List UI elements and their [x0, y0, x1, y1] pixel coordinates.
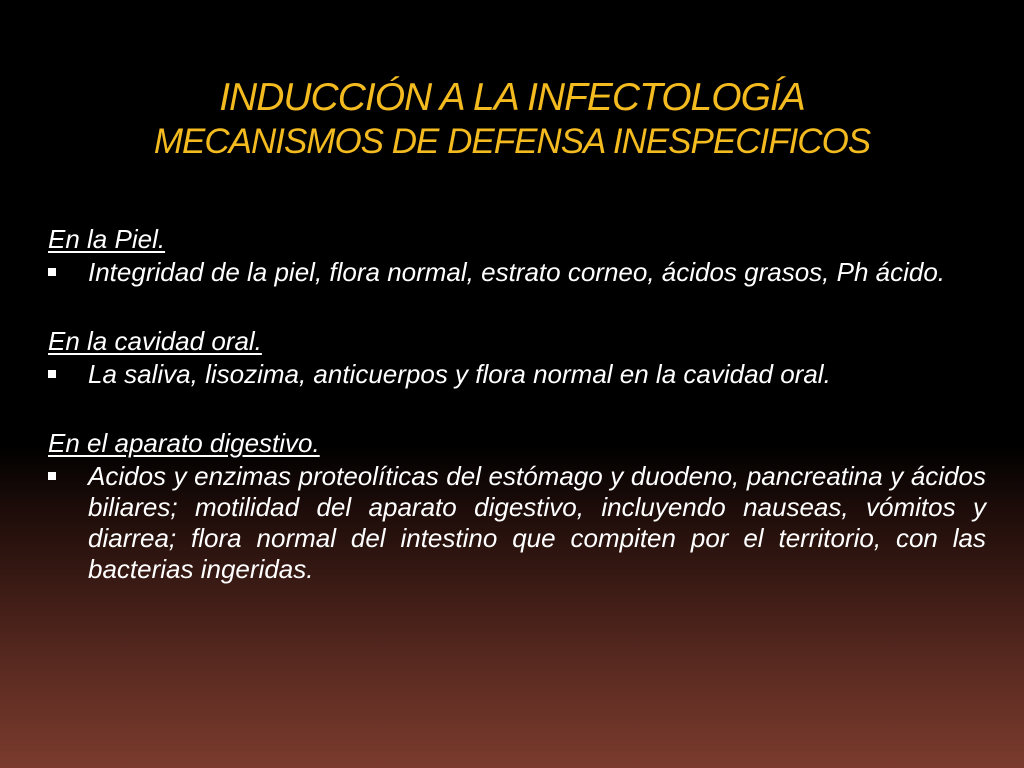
bullet-text: Acidos y enzimas proteolíticas del estómago y duodeno, pancreatina y ácidos biliares; motilidad del aparato digestivo, incluyendo nauseas, vómitos y diarrea; flora normal del intestino que compiten por el territorio, con las bacterias ingeridas.	[88, 461, 986, 584]
section-heading: En la cavidad oral.	[48, 326, 262, 356]
square-bullet-icon	[48, 370, 56, 378]
section-aparato-digestivo	[48, 428, 986, 585]
spacer	[48, 390, 986, 428]
square-bullet-icon	[48, 472, 56, 480]
bullet-text: Integridad de la piel, flora normal, estrato corneo, ácidos grasos, Ph ácido.	[88, 257, 946, 287]
square-bullet-icon	[48, 268, 56, 276]
bullet-item	[48, 461, 986, 585]
title-subtitle: MECANISMOS DE DEFENSA INESPECIFICOS	[153, 122, 871, 161]
spacer	[48, 288, 986, 326]
title-main: INDUCCIÓN A LA INFECTOLOGÍA	[219, 76, 805, 119]
section-cavidad-oral	[48, 326, 986, 390]
section-heading: En la Piel.	[48, 224, 166, 254]
slide-title	[0, 74, 1024, 162]
section-piel	[48, 224, 986, 288]
bullet-item	[48, 257, 986, 288]
bullet-text: La saliva, lisozima, anticuerpos y flora normal en la cavidad oral.	[88, 359, 831, 389]
slide-content	[48, 224, 986, 585]
bullet-item	[48, 359, 986, 390]
section-heading: En el aparato digestivo.	[48, 428, 320, 458]
